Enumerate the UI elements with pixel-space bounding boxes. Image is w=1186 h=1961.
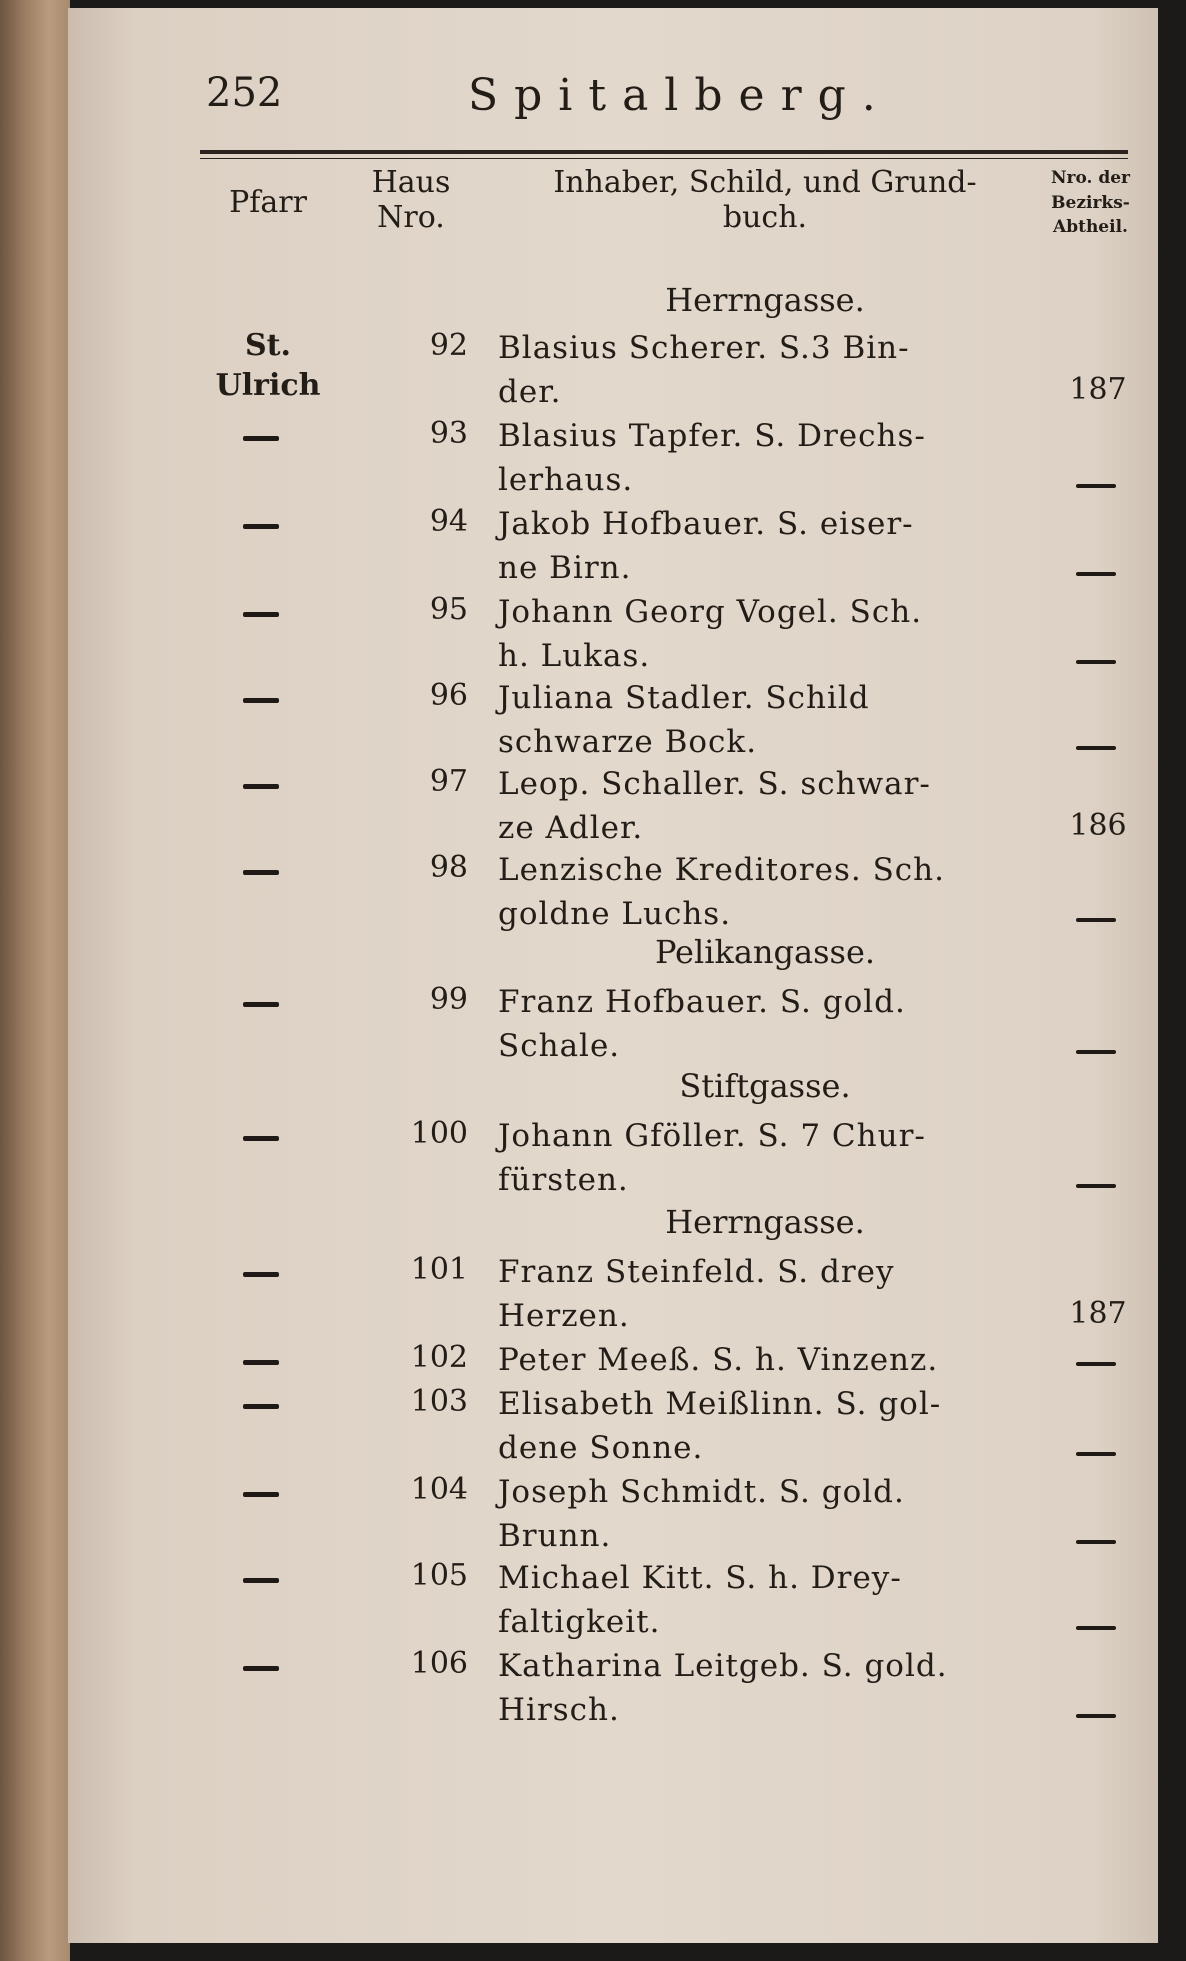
ditto-mark: [1076, 918, 1116, 922]
owner-sign: Lenzische Kreditores. Sch. goldne Luchs.: [498, 852, 945, 932]
ditto-mark: [1076, 660, 1116, 664]
table-row: [68, 1382, 1158, 1470]
ditto-mark: [243, 1272, 279, 1277]
owner-sign: Johann Georg Vogel. Sch. h. Lukas.: [498, 594, 923, 674]
table-row: [68, 502, 1158, 590]
house-number: 97: [429, 764, 468, 799]
owner-sign: Michael Kitt. S. h. Drey- faltigkeit.: [498, 1560, 902, 1640]
table-row: [68, 1338, 1158, 1382]
ditto-mark: [243, 1136, 279, 1141]
owner-sign: Peter Meeß. S. h. Vinzenz.: [498, 1342, 939, 1378]
page-header: [68, 70, 1158, 140]
house-number: 93: [429, 416, 468, 451]
owner-sign: Blasius Tapfer. S. Drechs- lerhaus.: [498, 418, 926, 498]
table-row: [68, 762, 1158, 850]
ditto-mark: [1076, 572, 1116, 576]
owner-sign: Leop. Schaller. S. schwar- ze Adler.: [498, 766, 931, 846]
owner-sign: Joseph Schmidt. S. gold. Brunn.: [498, 1474, 905, 1554]
house-number: 106: [410, 1646, 468, 1681]
table-row: [68, 414, 1158, 502]
house-number: 105: [410, 1558, 468, 1593]
table-row: [68, 1644, 1158, 1732]
ditto-mark: [243, 1360, 279, 1365]
house-number: 94: [429, 504, 468, 539]
ditto-mark: [1076, 746, 1116, 750]
house-number: 92: [429, 328, 468, 363]
district-number: 186: [1069, 808, 1127, 843]
ditto-mark: [243, 436, 279, 441]
ditto-mark: [243, 524, 279, 529]
house-number: 103: [410, 1384, 468, 1419]
street-heading: Herrngasse.: [665, 281, 865, 319]
ditto-mark: [243, 1578, 279, 1583]
ditto-mark: [243, 1404, 279, 1409]
owner-sign: Katharina Leitgeb. S. gold. Hirsch.: [498, 1648, 948, 1728]
ditto-mark: [1076, 1540, 1116, 1544]
house-number: 100: [410, 1116, 468, 1151]
owner-sign: Juliana Stadler. Schild schwarze Bock.: [498, 680, 870, 760]
owner-sign: Franz Hofbauer. S. gold. Schale.: [498, 984, 906, 1064]
house-number: 99: [429, 982, 468, 1017]
page-number: 252: [206, 70, 283, 116]
ditto-mark: [1076, 484, 1116, 488]
ditto-mark: [1076, 1184, 1116, 1188]
table-row: [68, 326, 1158, 414]
house-number: 96: [429, 678, 468, 713]
table-row: [68, 676, 1158, 764]
column-header-pfarr: Pfarr: [229, 185, 307, 220]
district-number: 187: [1069, 372, 1127, 407]
ditto-mark: [243, 784, 279, 789]
ditto-mark: [1076, 1050, 1116, 1054]
ditto-mark: [243, 1666, 279, 1671]
table-row: [68, 1250, 1158, 1338]
ditto-mark: [1076, 1714, 1116, 1718]
ditto-mark: [1076, 1362, 1116, 1366]
ditto-mark: [1076, 1626, 1116, 1630]
book-page: [68, 8, 1158, 1943]
street-heading: Pelikangasse.: [654, 933, 876, 971]
header-rule-thin: [200, 158, 1128, 159]
district-number: 187: [1069, 1296, 1127, 1331]
house-number: 101: [410, 1252, 468, 1287]
ditto-mark: [243, 870, 279, 875]
house-number: 102: [410, 1340, 468, 1375]
table-row: [68, 980, 1158, 1068]
ditto-mark: [243, 612, 279, 617]
ditto-mark: [1076, 1452, 1116, 1456]
table-row: [68, 848, 1158, 936]
column-header-haus: Haus Nro.: [371, 165, 451, 235]
table-row: [68, 1114, 1158, 1202]
owner-sign: Johann Gföller. S. 7 Chur- fürsten.: [498, 1118, 926, 1198]
ditto-mark: [243, 1492, 279, 1497]
ditto-mark: [243, 698, 279, 703]
table-row: [68, 1556, 1158, 1644]
owner-sign: Jakob Hofbauer. S. eiser- ne Birn.: [498, 506, 914, 586]
owner-sign: Franz Steinfeld. S. drey Herzen.: [498, 1254, 895, 1334]
header-rule: [200, 150, 1128, 154]
column-header-inhaber: Inhaber, Schild, und Grund- buch.: [553, 165, 977, 235]
table-row: [68, 1470, 1158, 1558]
pfarr-cell: St. Ulrich: [215, 328, 321, 403]
book-spine: [0, 0, 70, 1961]
page-title: Spitalberg.: [468, 70, 892, 121]
street-heading: Stiftgasse.: [679, 1067, 851, 1105]
street-heading: Herrngasse.: [665, 1203, 865, 1241]
column-header-bezirk: Nro. der Bezirks- Abtheil.: [1050, 168, 1131, 238]
house-number: 95: [429, 592, 468, 627]
house-number: 98: [429, 850, 468, 885]
owner-sign: Blasius Scherer. S.3 Bin- der.: [498, 330, 910, 410]
table-row: [68, 590, 1158, 678]
ditto-mark: [243, 1002, 279, 1007]
owner-sign: Elisabeth Meißlinn. S. gol- dene Sonne.: [498, 1386, 942, 1466]
house-number: 104: [410, 1472, 468, 1507]
